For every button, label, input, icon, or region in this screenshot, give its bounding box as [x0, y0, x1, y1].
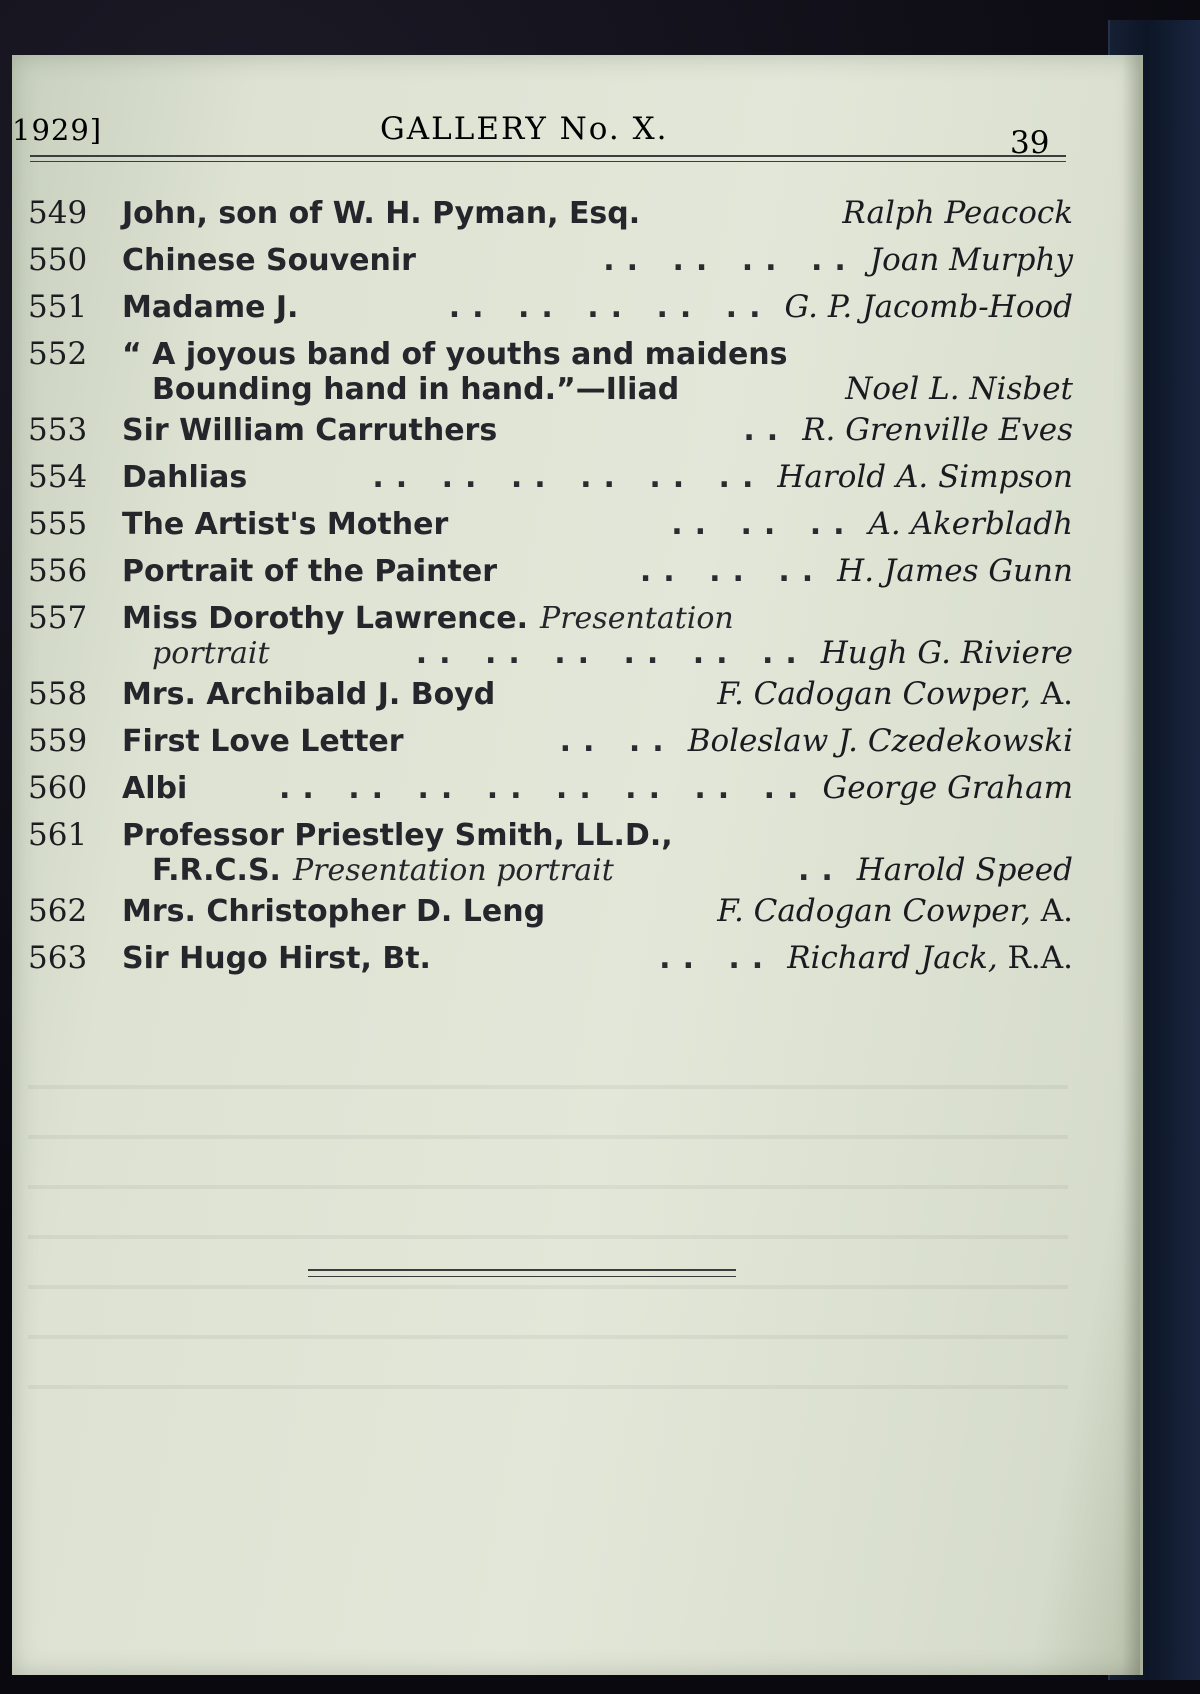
artist-name-text: Hugh G. Riviere: [820, 635, 1073, 671]
artwork-title: [122, 595, 734, 642]
entry-number: 553: [28, 412, 88, 448]
artwork-title: [122, 501, 448, 548]
artwork-title: [122, 407, 497, 454]
entry-number: 554: [28, 459, 88, 495]
entry-number: 558: [28, 676, 88, 712]
entry-line: [122, 372, 1073, 407]
entry-body: [122, 935, 1073, 982]
entry-number: 550: [28, 242, 88, 278]
entry-number: 563: [28, 940, 88, 976]
artist-honour: A.: [1030, 893, 1073, 929]
dot-leader: .. .. .. .. .. .. .. ..: [278, 771, 811, 806]
artwork-title-text: Bounding hand in hand.”—Iliad: [152, 372, 680, 407]
artist-name: [790, 407, 1073, 454]
artwork-title-text: F.R.C.S.: [152, 853, 281, 888]
artwork-title-text: “ A joyous band of youths and maidens: [122, 337, 788, 372]
artwork-title: [122, 888, 545, 935]
catalogue-entry: [28, 237, 1073, 284]
entry-number: 552: [28, 336, 88, 372]
artist-name-text: F. Cadogan Cowper,: [717, 893, 1031, 929]
entry-body: [122, 237, 1073, 284]
entry-number: 557: [28, 600, 88, 636]
catalogue-entry: [28, 595, 1073, 671]
artwork-title: [122, 237, 416, 284]
artwork-title: [122, 812, 673, 859]
artwork-title-text: Albi: [122, 771, 188, 806]
entry-line: [122, 636, 1073, 671]
dot-leader: .. ..: [559, 724, 676, 759]
entry-number: 555: [28, 506, 88, 542]
artwork-title-italic: portrait: [152, 636, 270, 671]
artist-name: [833, 372, 1073, 406]
catalogue-entry: [28, 548, 1073, 595]
artwork-title-text: John, son of W. H. Pyman, Esq.: [122, 196, 641, 231]
entry-line: [122, 284, 1073, 331]
artist-name-text: H. James Gunn: [837, 553, 1073, 589]
artist-name-text: Harold Speed: [856, 852, 1073, 888]
artist-name: [810, 765, 1073, 812]
entry-body: [122, 671, 1073, 718]
dot-leader: .. .. .. .. ..: [448, 290, 773, 325]
entry-body: [122, 454, 1073, 501]
artist-honour: A.: [1030, 676, 1073, 712]
artwork-title: [122, 718, 404, 765]
artist-name-text: A. Akerbladh: [868, 506, 1073, 542]
dot-leader: ..: [743, 413, 791, 448]
catalogue-entry: [28, 190, 1073, 237]
catalogue-entry: [28, 331, 1073, 407]
entry-number: 556: [28, 553, 88, 589]
artist-name-text: G. P. Jacomb-Hood: [784, 289, 1073, 325]
dot-leader: .. .. .. .. .. ..: [372, 460, 766, 495]
artwork-title-text: Professor Priestley Smith, LL.D.,: [122, 818, 673, 853]
artwork-title: [122, 331, 788, 378]
artist-name-text: Noel L. Nisbet: [845, 371, 1073, 407]
catalogue-entry: [28, 765, 1073, 812]
entry-body: [122, 548, 1073, 595]
artwork-title-italic: Presentation: [540, 601, 734, 636]
entry-line: [122, 407, 1073, 454]
entry-number: 562: [28, 893, 88, 929]
entry-body: [122, 331, 1073, 407]
dot-leader: .. ..: [659, 941, 776, 976]
entry-body: [122, 595, 1073, 671]
entry-body: [122, 718, 1073, 765]
artist-name: [825, 548, 1073, 595]
header-year: 1929]: [12, 113, 103, 147]
artist-name: [809, 636, 1073, 670]
dot-leader: .. .. ..: [671, 507, 857, 542]
entry-body: [122, 190, 1073, 237]
artist-name: [845, 853, 1073, 887]
entry-body: [122, 765, 1073, 812]
catalogue-entry: [28, 888, 1073, 935]
artwork-title-italic: Presentation portrait: [292, 853, 614, 888]
artist-name: [830, 190, 1073, 237]
entry-number: 549: [28, 195, 88, 231]
page-fold-shadow: [1122, 55, 1140, 1675]
artwork-title: [122, 284, 298, 331]
artist-name: [705, 671, 1073, 718]
artist-name-text: Richard Jack,: [787, 940, 998, 976]
artwork-title-text: Mrs. Archibald J. Boyd: [122, 677, 496, 712]
artwork-title-text: Madame J.: [122, 290, 299, 325]
artist-name: [775, 935, 1073, 982]
artwork-title: [122, 454, 247, 501]
artwork-title-text: First Love Letter: [122, 724, 404, 759]
catalogue-entry: [28, 718, 1073, 765]
entry-line: [122, 671, 1073, 718]
entry-line: [122, 765, 1073, 812]
artwork-title: [122, 373, 679, 407]
entry-line: [122, 454, 1073, 501]
entry-line: [122, 888, 1073, 935]
artist-name-text: F. Cadogan Cowper,: [717, 676, 1031, 712]
artwork-title-text: Mrs. Christopher D. Leng: [122, 894, 546, 929]
artwork-title-text: Portrait of the Painter: [122, 554, 497, 589]
entry-line: [122, 237, 1073, 284]
catalogue-entry: [28, 812, 1073, 888]
header-rule-bottom: [30, 161, 1066, 162]
artwork-title-text: Chinese Souvenir: [122, 243, 416, 278]
entry-line: [122, 190, 1073, 237]
artist-name: [676, 718, 1073, 765]
closing-rule-top: [308, 1269, 736, 1271]
artist-name: [705, 888, 1073, 935]
entry-body: [122, 407, 1073, 454]
artist-name-text: Harold A. Simpson: [777, 459, 1073, 495]
artwork-title-text: Dahlias: [122, 460, 248, 495]
artist-name-text: R. Grenville Eves: [802, 412, 1073, 448]
artwork-title-text: The Artist's Mother: [122, 507, 449, 542]
page-number: 39: [1010, 125, 1050, 161]
dot-leader: ..: [797, 854, 845, 888]
artwork-title: [122, 935, 431, 982]
entry-number: 561: [28, 817, 88, 853]
closing-rule-bottom: [308, 1276, 736, 1277]
artist-name: [772, 284, 1073, 331]
artwork-title: [122, 637, 270, 671]
entry-number: 551: [28, 289, 88, 325]
artist-name-text: Joan Murphy: [869, 242, 1073, 278]
artist-honour: R.A.: [997, 940, 1073, 976]
artist-name-text: Boleslaw J. Czedekowski: [687, 723, 1073, 759]
artwork-title: [122, 854, 614, 888]
header-title: GALLERY No. X.: [380, 111, 669, 147]
entry-line: [122, 935, 1073, 982]
artist-name-text: Ralph Peacock: [842, 195, 1073, 231]
artwork-title-text: Sir William Carruthers: [122, 413, 498, 448]
entry-line: [122, 853, 1073, 888]
header-rule-top: [30, 155, 1066, 157]
artist-name: [858, 237, 1073, 284]
catalogue-entries: [28, 190, 1073, 982]
entry-body: [122, 888, 1073, 935]
entry-line: [122, 501, 1073, 548]
show-through-text: [28, 1055, 1068, 1425]
entry-line: [122, 718, 1073, 765]
entry-number: 560: [28, 770, 88, 806]
catalogue-entry: [28, 935, 1073, 982]
artist-name-text: George Graham: [822, 770, 1073, 806]
artwork-title: [122, 548, 497, 595]
entry-line: [122, 548, 1073, 595]
entry-body: [122, 284, 1073, 331]
catalogue-entry: [28, 407, 1073, 454]
catalogue-entry: [28, 454, 1073, 501]
catalogue-entry: [28, 501, 1073, 548]
entry-number: 559: [28, 723, 88, 759]
catalogue-entry: [28, 671, 1073, 718]
catalogue-page: [12, 55, 1143, 1675]
artwork-title: [122, 765, 187, 812]
dot-leader: .. .. ..: [639, 554, 826, 589]
entry-body: [122, 501, 1073, 548]
artist-name: [765, 454, 1073, 501]
artwork-title-text: Sir Hugo Hirst, Bt.: [122, 941, 431, 976]
catalogue-entry: [28, 284, 1073, 331]
artwork-title: [122, 671, 495, 718]
entry-body: [122, 812, 1073, 888]
dot-leader: .. .. .. ..: [603, 243, 858, 278]
dot-leader: .. .. .. .. .. ..: [415, 637, 809, 671]
artwork-title: [122, 190, 640, 237]
artwork-title-text: Miss Dorothy Lawrence.: [122, 601, 529, 636]
artist-name: [857, 501, 1073, 548]
